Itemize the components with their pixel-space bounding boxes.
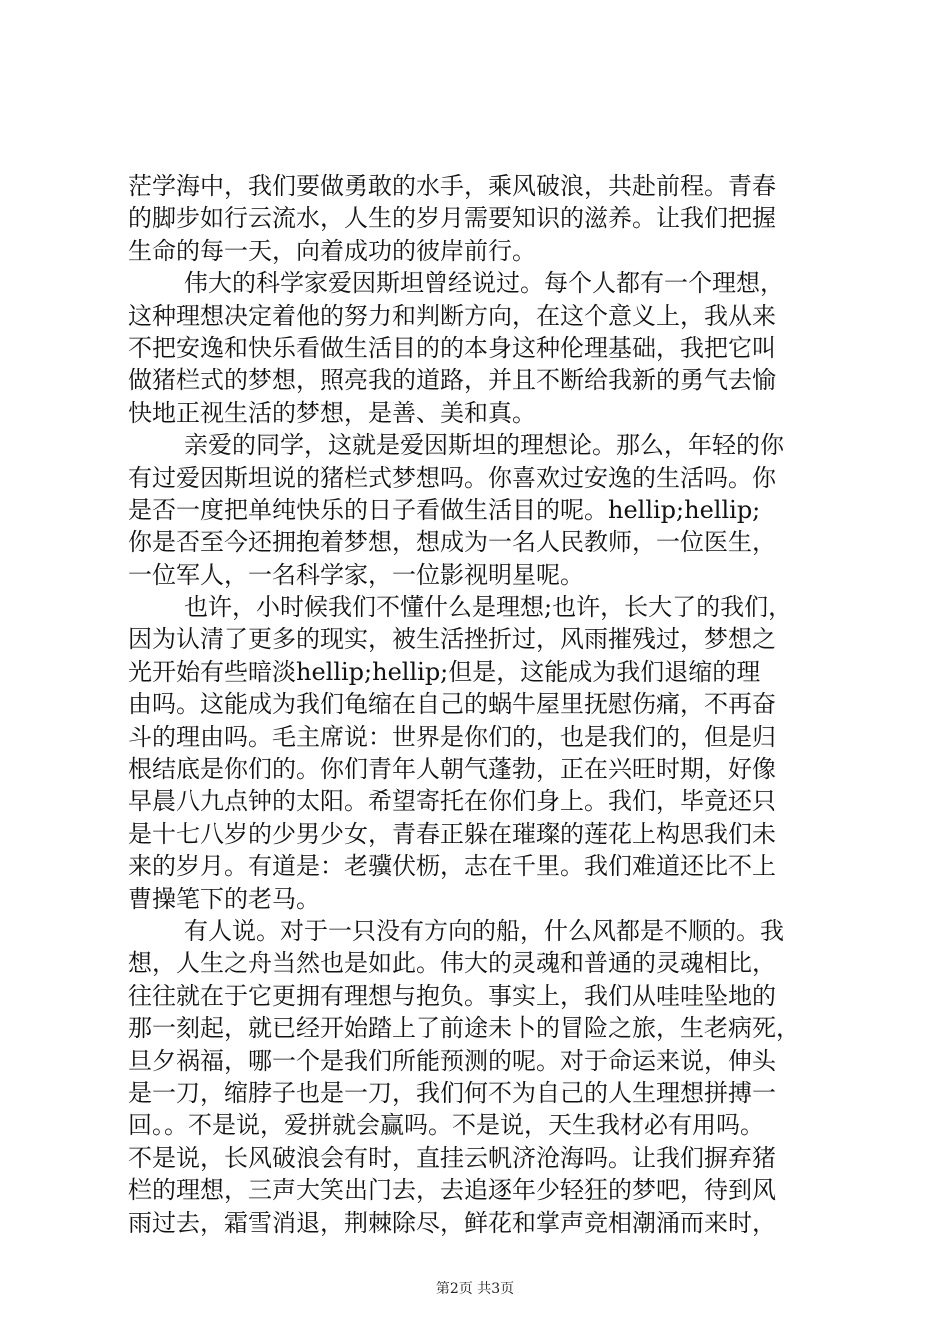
- text-line: 栏的理想，三声大笑出门去，去追逐年少轻狂的梦吧，待到风: [128, 1176, 776, 1205]
- text-line: 那一刻起，就已经开始踏上了前途未卜的冒险之旅，生老病死，: [128, 1014, 800, 1043]
- text-line: 有过爱因斯坦说的猪栏式梦想吗。你喜欢过安逸的生活吗。你: [128, 463, 776, 492]
- text-line: 早晨八九点钟的太阳。希望寄托在你们身上。我们，毕竟还只: [128, 787, 776, 816]
- text-line: 往往就在于它更拥有理想与抱负。事实上，我们从哇哇坠地的: [128, 981, 776, 1010]
- text-line: 一位军人，一名科学家，一位影视明星呢。: [128, 560, 584, 589]
- text-line: 雨过去，霜雪消退，荆棘除尽，鲜花和掌声竞相潮涌而来时，: [128, 1208, 776, 1237]
- text-line: 不把安逸和快乐看做生活目的的本身这种伦理基础，我把它叫: [128, 333, 776, 362]
- text-line: 因为认清了更多的现实，被生活挫折过，风雨摧残过，梦想之: [128, 625, 776, 654]
- text-line: 你是否至今还拥抱着梦想，想成为一名人民教师，一位医生，: [128, 528, 776, 557]
- text-line: 旦夕祸福，哪一个是我们所能预测的呢。对于命运来说，伸头: [128, 1046, 776, 1075]
- text-line: 茫学海中，我们要做勇敢的水手，乘风破浪，共赴前程。青春: [128, 172, 776, 200]
- text-line: 生命的每一天，向着成功的彼岸前行。: [128, 236, 536, 265]
- text-line: 想，人生之舟当然也是如此。伟大的灵魂和普通的灵魂相比，: [128, 949, 776, 978]
- text-line: 光开始有些暗淡hellip;hellip;但是，这能成为我们退缩的理: [128, 657, 761, 686]
- text-line: 这种理想决定着他的努力和判断方向，在这个意义上，我从来: [128, 301, 776, 330]
- page-number-footer: 第2页 共3页: [435, 1281, 515, 1297]
- body-text: [128, 170, 828, 1239]
- text-line: 是否一度把单纯快乐的日子看做生活目的呢。hellip;hellip;: [128, 495, 761, 524]
- paragraph-start-line: 亲爱的同学，这就是爱因斯坦的理想论。那么，年轻的你: [184, 431, 784, 460]
- text-line: 做猪栏式的梦想，照亮我的道路，并且不断给我新的勇气去愉: [128, 366, 776, 395]
- text-line: 曹操笔下的老马。: [128, 884, 320, 913]
- paragraph-start-line: 也许，小时候我们不懂什么是理想;也许，长大了的我们，: [184, 593, 793, 622]
- text-line: 是十七八岁的少男少女，青春正躲在璀璨的莲花上构思我们未: [128, 819, 776, 848]
- text-line: 是一刀，缩脖子也是一刀，我们何不为自己的人生理想拼搏一: [128, 1078, 776, 1107]
- text-line: 不是说，长风破浪会有时，直挂云帆济沧海吗。让我们摒弃猪: [128, 1143, 776, 1172]
- text-line: 斗的理由吗。毛主席说：世界是你们的，也是我们的，但是归: [128, 722, 776, 751]
- text-line: 根结底是你们的。你们青年人朝气蓬勃，正在兴旺时期，好像: [128, 755, 776, 784]
- paragraph-start-line: 有人说。对于一只没有方向的船，什么风都是不顺的。我: [184, 916, 784, 945]
- text-line: 快地正视生活的梦想，是善、美和真。: [128, 398, 536, 427]
- text-line: 来的岁月。有道是：老骥伏枥，志在千里。我们难道还比不上: [128, 852, 776, 881]
- paragraph-start-line: 伟大的科学家爱因斯坦曾经说过。每个人都有一个理想，: [184, 269, 784, 298]
- text-line: 由吗。这能成为我们龟缩在自己的蜗牛屋里抚慰伤痛，不再奋: [128, 690, 776, 719]
- text-line: 回。。不是说，爱拼就会赢吗。不是说，天生我材必有用吗。: [128, 1111, 764, 1140]
- text-line: 的脚步如行云流水，人生的岁月需要知识的滋养。让我们把握: [128, 204, 776, 233]
